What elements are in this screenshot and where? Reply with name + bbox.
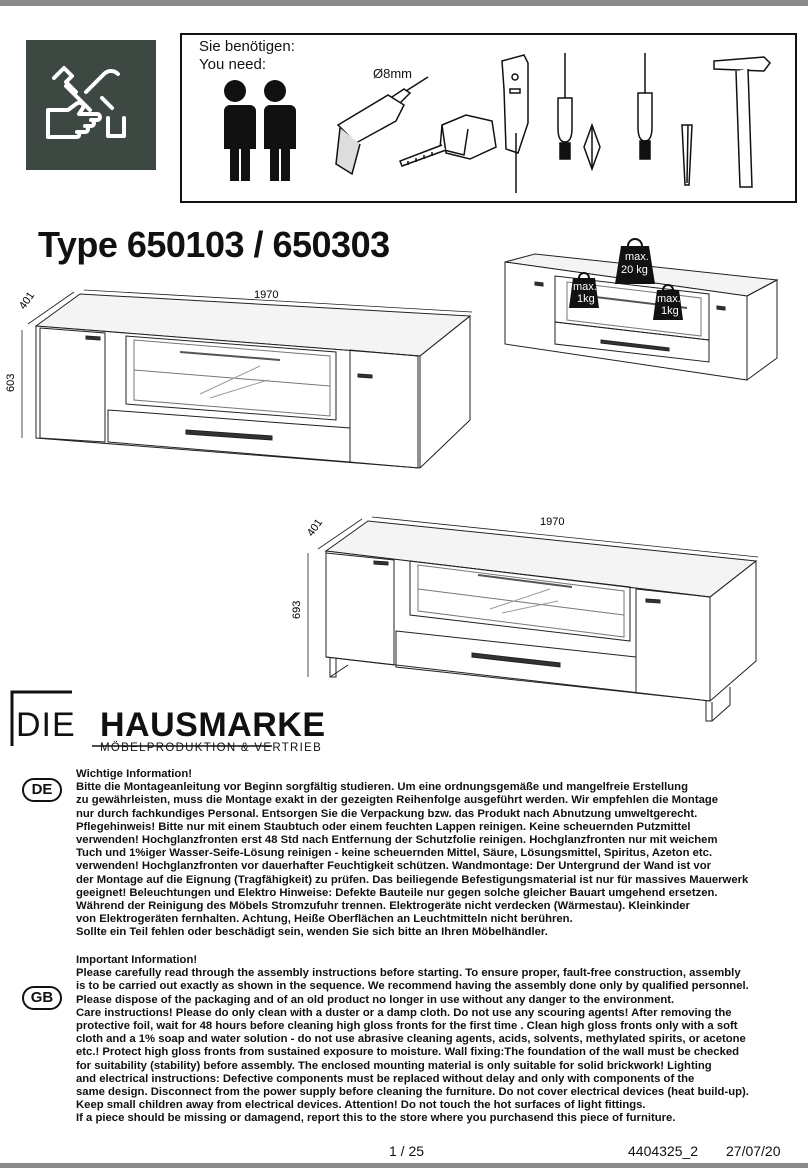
weight-20kg — [615, 239, 655, 284]
tools-icon-tile — [26, 40, 156, 170]
language-badge-de: DE — [22, 778, 62, 802]
language-badge-gb: GB — [22, 986, 62, 1010]
page-title: Type 650103 / 650303 — [38, 224, 390, 265]
info-line: etc.! Protect high gloss fronts from sustained exposure to moisture. Wall fixing:The foundation of the wall must be checked — [76, 1046, 740, 1059]
info-line: der Montage auf die Eignung (Tragfähigkeit) zu prüfen. Das beiliegende Befestigungsmaterial ist nur für massives Mauerwerk — [76, 873, 749, 886]
info-line: Keep small children away from electrical devices. Attention! Do not touch the hot surfaces of light fittings. — [76, 1099, 646, 1112]
info-line: Please carefully read through the assembly instructions before starting. To ensure proper, fault-free construction, assembly — [76, 967, 741, 980]
weight-left-value: 1kg — [577, 293, 595, 305]
dim-depth-b: 401 — [304, 516, 326, 539]
weight-right-value: 1kg — [661, 305, 679, 317]
you-need-de: Sie benötigen: — [199, 38, 295, 55]
info-line: nur durch fachkundiges Personal. Entsorgen Sie die Verpackung bzw. das Produkt nach Abnutzung umweltgerecht. — [76, 807, 698, 820]
info-line: for suitability (stability) before assembly. The enclosed mounting material is only suitable for solid brickwork! Lighting — [76, 1059, 712, 1072]
weight-right-max: max. — [657, 293, 681, 305]
weight-1kg-left — [569, 273, 599, 308]
screwdriver-icon — [584, 125, 600, 169]
top-bar — [0, 0, 808, 6]
info-text-gb — [76, 954, 796, 1126]
document-code: 4404325_2 — [628, 1143, 699, 1159]
drill-size-label: Ø8mm — [373, 66, 412, 81]
info-line: Please dispose of the packaging and of an old product no longer in use without any danger to the environment. — [76, 993, 675, 1006]
weight-20kg-value: 20 kg — [621, 264, 648, 276]
info-line: If a piece should be missing or damagend, report this to the store where you purchasend this piece of furniture. — [76, 1112, 676, 1125]
info-line: zu gewährleisten, muss die Montage exakt in der gezeigten Reihenfolge ausgeführt werden. Wir empfehlen die Montage — [76, 794, 719, 807]
spirit-level-icon — [502, 55, 528, 193]
tools-illustration — [180, 33, 797, 203]
you-need-en: You need: — [199, 56, 267, 73]
info-line: is to be carried out exactly as shown in the sequence. We recommend having the assembly done only by qualified personnel. — [76, 980, 749, 993]
dim-height-b: 693 — [291, 600, 303, 619]
tv-unit-drawing-b — [290, 505, 765, 725]
info-line: cloth and a 1% soap and water solution - do not use abrasive cleaning agents, acids, solvents, methylated spirits, or acetone — [76, 1033, 746, 1046]
dim-height-a: 603 — [5, 373, 17, 392]
person-icon — [220, 80, 256, 181]
bottom-bar — [0, 1163, 808, 1168]
tape-measure-icon — [400, 115, 496, 166]
info-line: and electrical instructions: Defective components must be replaced without delay and only with components of the — [76, 1072, 695, 1085]
info-text-de — [76, 768, 796, 940]
info-line: Während der Reinigung des Möbels Stromzufuhr trennen. Elektrogeräte nicht verdecken (Wärmestau). Kleinkinder — [76, 900, 690, 913]
screwdriver-icon — [682, 125, 692, 185]
info-line: Care instructions! Please do only clean with a duster or a damp cloth. Do not use any scouring agents! After removing the — [76, 1006, 732, 1019]
info-line: verwenden! Hochglanzfronten erst 48 Std nach Entfernung der Schutzfolie reinigen. Hochglanzfronten nur mit weichem — [76, 834, 718, 847]
dim-depth-a: 401 — [16, 289, 38, 312]
document-date: 27/07/20 — [726, 1143, 781, 1159]
weight-1kg-right — [653, 285, 683, 320]
info-line: same design. Disconnect from the power supply before cleaning the furniture. Do not cover electrical devices (heat build-up). — [76, 1086, 749, 1099]
tv-unit-load-drawing — [497, 232, 787, 382]
info-line: Pflegehinweis! Bitte nur mit einem Staubtuch oder einem feuchten Lappen reinigen. Keine scheuernden Putzmittel — [76, 820, 691, 833]
info-line: von Elektrogeräten fernhalten. Achtung, Heiße Oberflächen an Leuchtmitteln nicht berühren. — [76, 913, 573, 926]
info-line: Important Information! — [76, 954, 198, 966]
dim-width-b: 1970 — [540, 516, 565, 528]
info-line: protective foil, wait for 48 hours before cleaning high gloss fronts for the first time . Clean high gloss fronts only with a soft — [76, 1020, 738, 1033]
info-line: Sollte ein Teil fehlen oder beschädigt sein, wenden Sie sich bitte an Ihren Möbelhändler. — [76, 926, 548, 939]
info-line: Bitte die Montageanleitung vor Beginn sorgfältig studieren. Um eine ordnungsgemäße und mangelfreie Erstellung — [76, 781, 688, 794]
logo-subtitle: MÖBELPRODUKTION & VERTRIEB — [100, 742, 323, 754]
person-icon — [260, 80, 296, 181]
logo-hausmarke: HAUSMARKE — [100, 706, 326, 744]
info-line: geeignet! Beleuchtungen und Elektro Hinweise: Defekte Bauteile nur gegen solche gleicher Bauart umgehend ersetzen. — [76, 886, 718, 899]
page-number: 1 / 25 — [389, 1143, 425, 1159]
dim-width-a: 1970 — [254, 289, 279, 301]
tv-unit-drawing-a — [0, 270, 480, 470]
screwdriver-icon — [558, 53, 572, 159]
logo-die: DIE — [16, 706, 76, 744]
info-line: verwenden! Hochglanzfronten vor dauerhafter Feuchtigkeit schützen. Wandmontage: Der Untergrund der Wand ist vor — [76, 860, 711, 873]
weight-left-max: max. — [573, 281, 597, 293]
hammer-icon — [714, 57, 770, 187]
screwdriver-icon — [638, 53, 652, 159]
tools-icon — [26, 40, 156, 170]
info-line: Wichtige Information! — [76, 768, 192, 780]
info-line: Tuch und 1%iger Wasser-Seife-Lösung reinigen - keine scheuernden Mittel, Säure, Lösungsmittel, Spiritus, Azeton etc. — [76, 847, 713, 860]
weight-20kg-max: max. — [625, 251, 649, 263]
